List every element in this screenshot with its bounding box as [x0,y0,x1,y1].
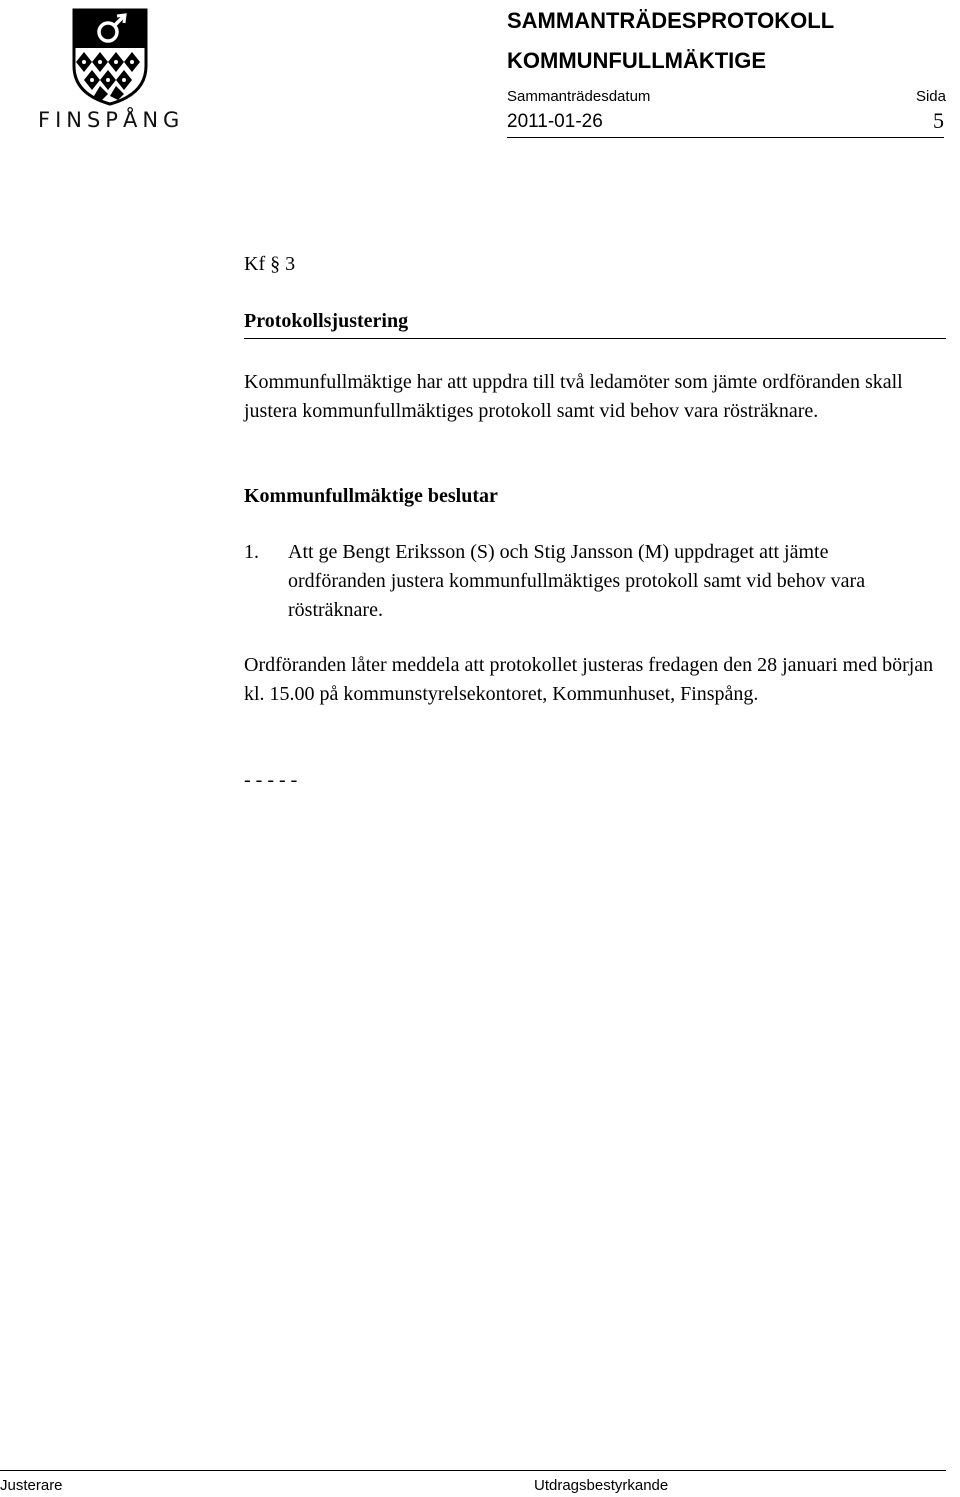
page-label: Sida [915,88,946,105]
municipality-logo [38,8,185,132]
section-title: Protokollsjustering [244,307,946,339]
meeting-date-label: Sammanträdesdatum [507,88,651,105]
announcement-paragraph: Ordföranden låter meddela att protokollet justeras fredagen den 28 januari med början kl. 15.00 på kommunstyrelsekontoret, Kommunhuset, Finspång. [244,654,934,705]
section-id: Kf § 3 [244,253,296,275]
decision-number: 1. [244,541,259,563]
footer-utdragsbestyrkande-label: Utdragsbestyrkande [534,1477,669,1494]
header-divider [507,137,944,138]
document-type-title: SAMMANTRÄDESPROTOKOLL [507,8,835,33]
coat-of-arms-icon [38,8,182,108]
section-end-mark: - - - - - [244,769,298,791]
decision-heading: Kommunfullmäktige beslutar [244,485,498,507]
page-number: 5 [933,108,944,133]
body-name-title: KOMMUNFULLMÄKTIGE [507,48,767,73]
footer-justerare-label: Justerare [0,1477,63,1494]
decision-text: Att ge Bengt Eriksson (S) och Stig Jansson (M) uppdraget att jämte ordföranden justera kommunfullmäktiges protokoll samt vid behov vara rösträknare. [288,541,866,621]
footer-divider [0,1470,946,1471]
meeting-date: 2011-01-26 [507,111,603,132]
logo-wordmark: FINSPÅNG [38,108,185,132]
intro-paragraph: Kommunfullmäktige har att uppdra till två ledamöter som jämte ordföranden skall justera kommunfullmäktiges protokoll samt vid behov vara rösträknare. [244,371,903,422]
